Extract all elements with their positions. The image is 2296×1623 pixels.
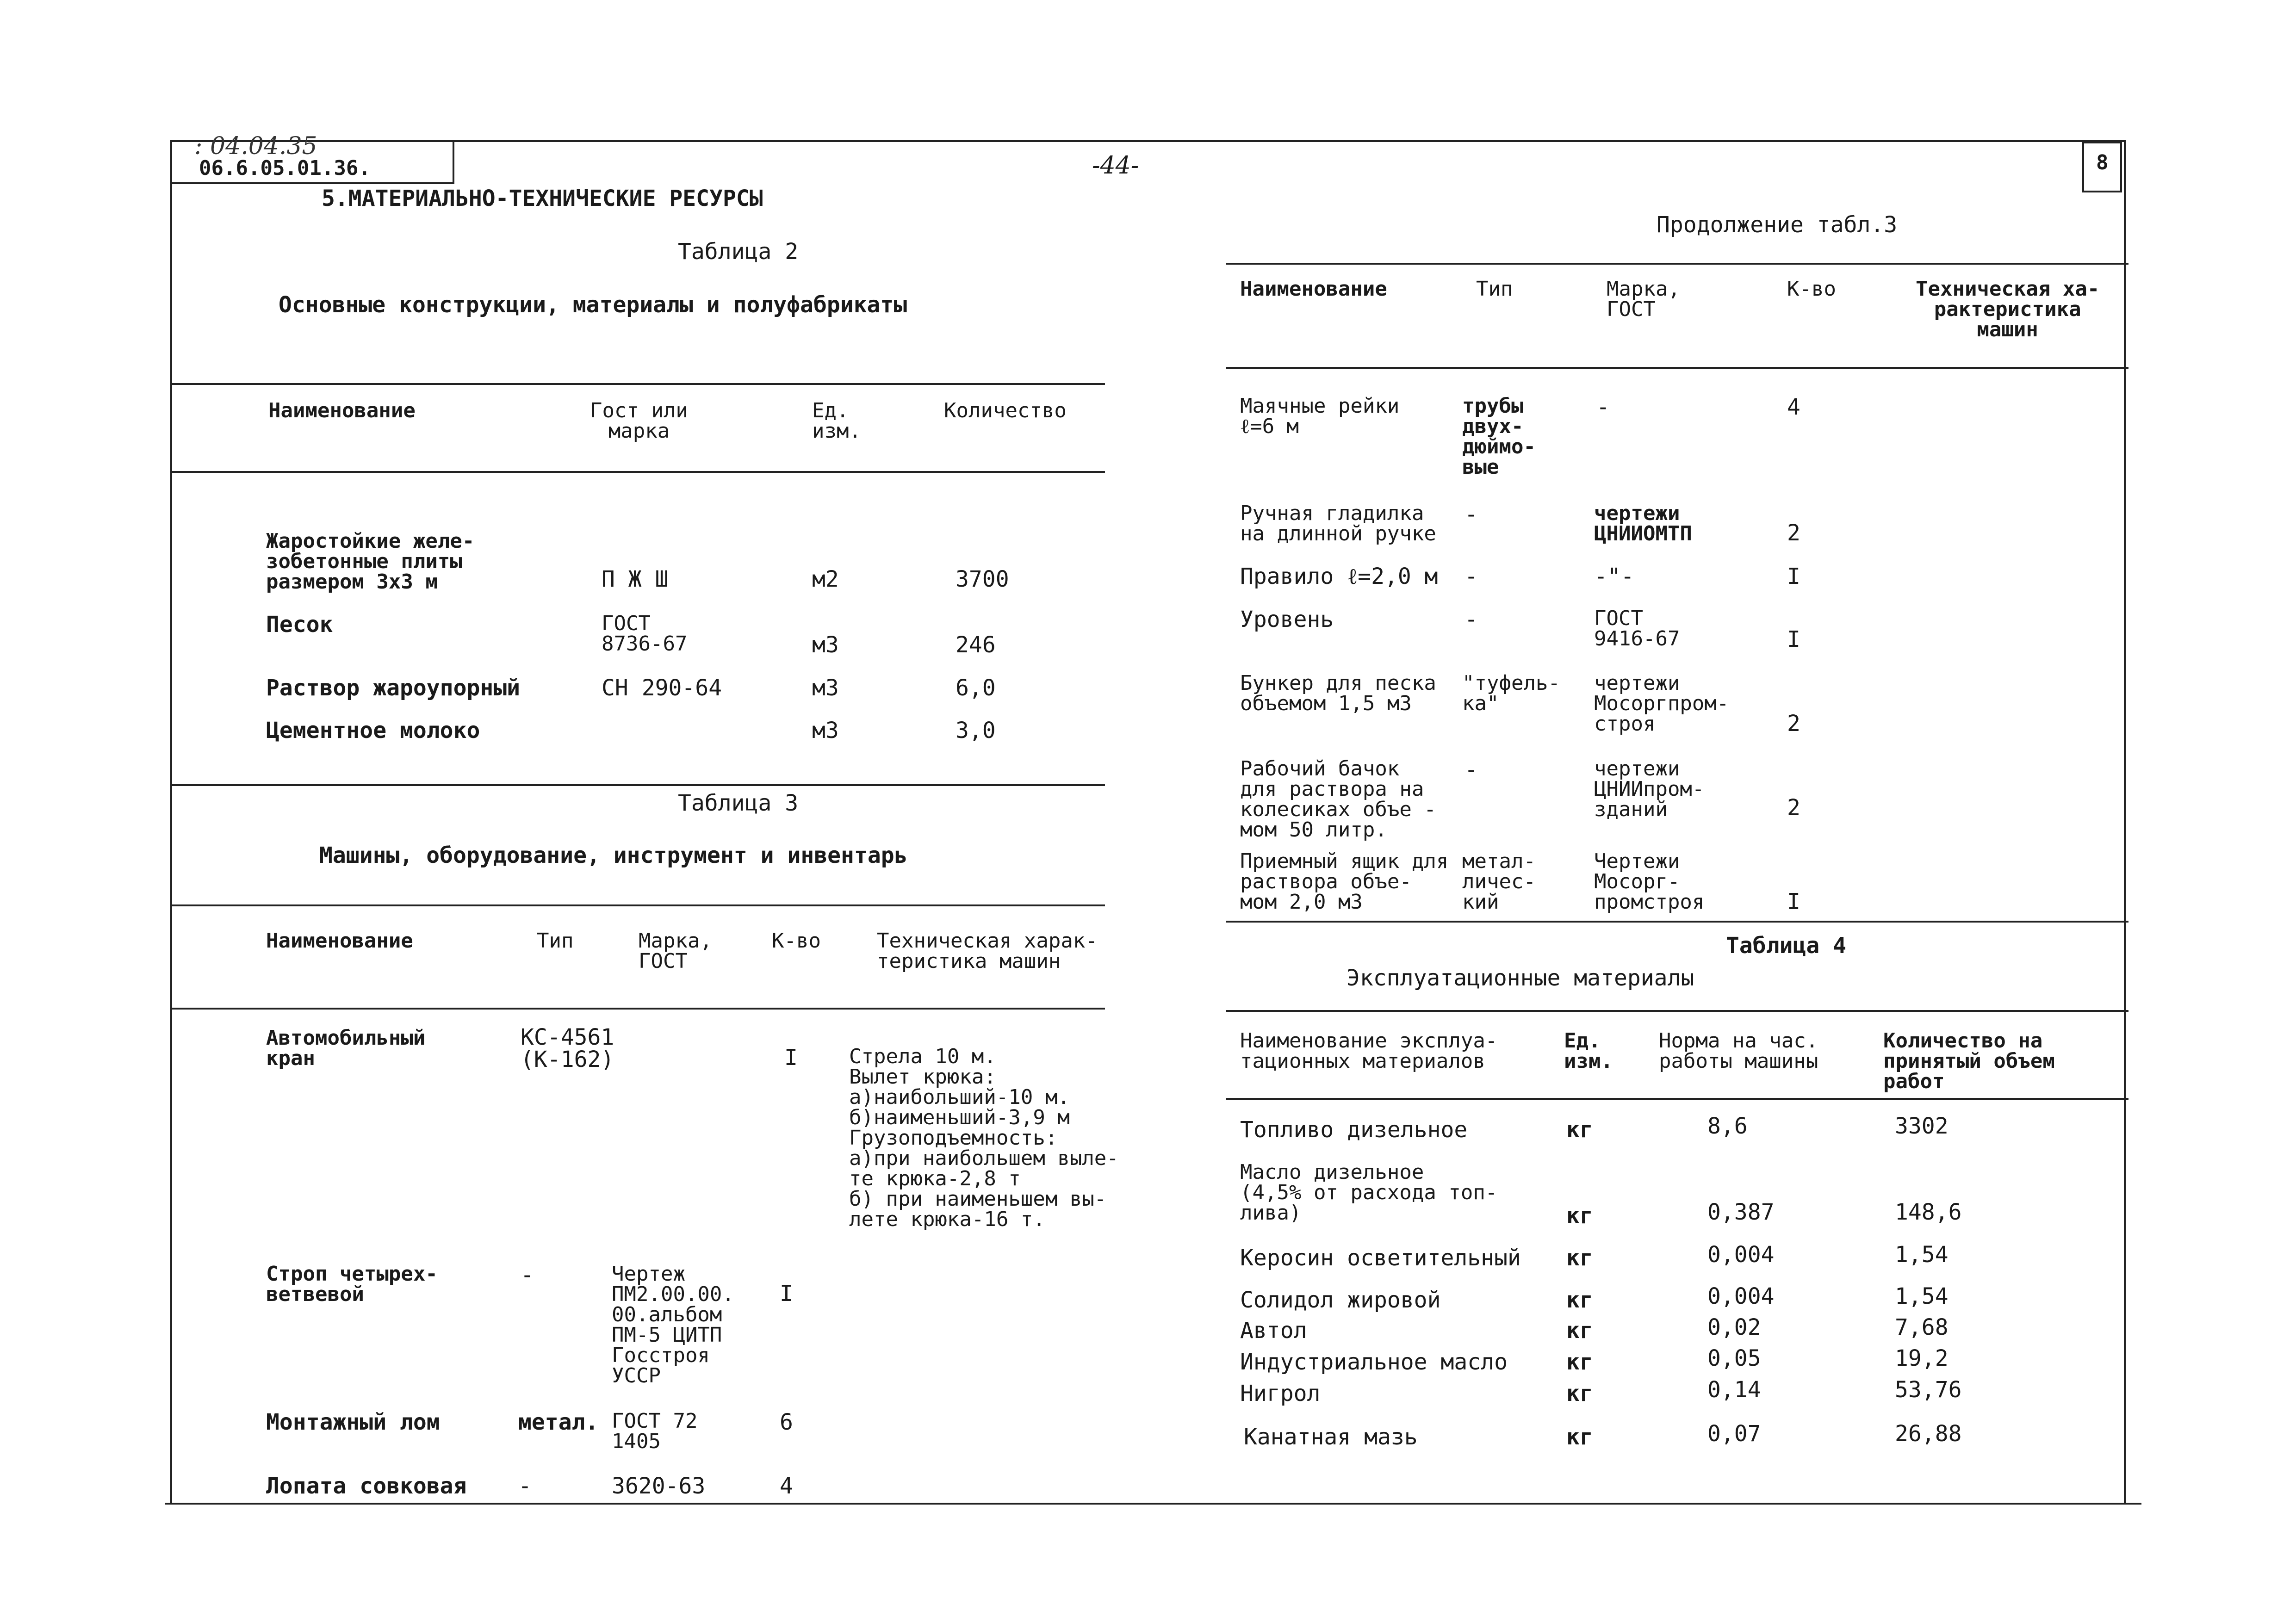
table3-row-type: метал. [518,1409,599,1435]
table3-cont-row-name: Правило ℓ=2,0 м [1240,564,1438,589]
table3-row-brand: 3620-63 [612,1473,706,1499]
table3-row-name: Автомобильный кран [266,1026,426,1070]
table3-cont-row-name: Приемный ящик для раствора объе- мом 2,0 м3 [1240,849,1449,914]
table2-row-unit: м2 [812,566,839,592]
table4-row-norm: 0,02 [1707,1314,1761,1340]
table4-rule-top [1226,1010,2128,1012]
table3-cont-row-qty: 2 [1787,520,1800,546]
table3-header-qty: К-во [772,929,821,953]
table3-cont-row-qty: 2 [1787,795,1800,821]
table4-row-name: Индустриальное масло [1240,1349,1508,1375]
table3-caption: Машины, оборудование, инструмент и инвентарь [319,842,908,868]
table3-cont-rule-bottom [1226,921,2128,923]
table4-row-qty: 26,88 [1895,1421,1962,1447]
table4-header-norm: Норма на час. работы машины [1659,1029,1818,1073]
table4-row-norm: 8,6 [1707,1113,1748,1139]
table4-label: Таблица 4 [1726,933,1847,959]
frame-bottom-line [165,1503,2141,1505]
table4-row-norm: 0,004 [1707,1242,1775,1268]
table3-cont-row-brand: -"- [1594,564,1634,589]
table3-cont-header-type: Тип [1476,277,1513,301]
table4-row-qty: 19,2 [1895,1345,1948,1371]
table4-row-norm: 0,05 [1707,1345,1761,1371]
table4-row-norm: 0,004 [1707,1283,1775,1309]
table4-row-norm: 0,14 [1707,1377,1761,1403]
table3-row-spec: Стрела 10 м. Вылет крюка: а)наибольший-10 м. б)наименьший-3,9 м Грузоподъемность: а)при наибольшем выле- те крюка-2,8 т б) при наименьшем вы- лете крюка-16 т. [849,1045,1119,1231]
table4-header-name: Наименование эксплуа- тационных материалов [1240,1029,1498,1073]
table3-cont-row-name: Маячные рейки ℓ=6 м [1240,394,1400,438]
table3-header-type: Тип [537,929,574,953]
section-title: 5.МАТЕРИАЛЬНО-ТЕХНИЧЕСКИЕ РЕСУРСЫ [322,186,763,211]
table3-header-name: Наименование [266,929,413,953]
table3-cont-rule-header [1226,367,2128,369]
table2-row-gost: П Ж Ш [602,566,669,592]
table3-cont-header-qty: К-во [1787,277,1836,301]
table3-cont-row-qty: I [1787,626,1800,652]
table3-cont-rule-top [1226,263,2128,265]
table3-cont-label: Продолжение табл.3 [1657,212,1898,238]
table4-row-unit: кг [1566,1287,1593,1313]
table3-cont-row-brand: чертежи Мосоргпром- строя [1594,671,1729,736]
table4-rule-header [1226,1098,2128,1100]
table3-cont-row-name: Ручная гладилка на длинной ручке [1240,502,1436,545]
table2-header-unit: Ед. изм. [812,399,861,443]
table2-row-name: Жаростойкие желе- зобетонные плиты размером 3х3 м [266,529,475,594]
table3-cont-header-name: Наименование [1240,277,1387,301]
table4-row-unit: кг [1566,1424,1593,1450]
table2-row-unit: м3 [812,632,839,658]
header-code-box-bottom [170,182,453,184]
table2-rule-bottom [170,784,1105,786]
table4-row-qty: 53,76 [1895,1377,1962,1403]
table3-cont-row-type: метал- личес- кий [1462,849,1536,914]
table4-header-unit: Ед. изм. [1564,1029,1613,1073]
table4-caption: Эксплуатационные материалы [1347,965,1694,991]
table4-row-qty: 1,54 [1895,1242,1948,1268]
table3-row-name: Строп четырех- ветвевой [266,1262,438,1306]
header-code-typed: 06.6.05.01.36. [199,156,371,180]
table4-row-unit: кг [1566,1381,1593,1406]
table4-row-qty: 7,68 [1895,1314,1948,1340]
table3-row-qty: I [780,1281,793,1307]
frame-right-line [2124,140,2126,1503]
table4-row-unit: кг [1566,1203,1593,1229]
table3-row-brand: ГОСТ 72 1405 [612,1409,698,1453]
page-number: -44- [1092,152,1139,180]
table3-cont-row-name: Бункер для песка объемом 1,5 м3 [1240,671,1436,715]
table4-row-name: Топливо дизельное [1240,1117,1468,1143]
table3-cont-row-brand: - [1596,394,1610,420]
table4-row-name: Канатная мазь [1244,1424,1418,1450]
table2-row-qty: 6,0 [956,675,996,701]
table4-row-qty: 3302 [1895,1113,1948,1139]
table3-cont-row-type: - [1464,502,1478,527]
table2-header-gost: Гост или марка [590,399,688,443]
table4-row-unit: кг [1566,1349,1593,1375]
table4-row-qty: 1,54 [1895,1283,1948,1309]
table4-row-unit: кг [1566,1318,1593,1344]
table3-cont-row-brand: чертежи ЦНИИОМТП [1594,502,1692,545]
table3-cont-row-qty: 2 [1787,711,1800,737]
table3-cont-header-brand: Марка, ГОСТ [1607,277,1680,321]
table3-row-name: Лопата совковая [266,1473,467,1499]
frame-left-line [170,140,172,1503]
table4-row-unit: кг [1566,1117,1593,1143]
table4-row-name: Солидол жировой [1240,1287,1441,1313]
table3-rule-header [170,1008,1105,1010]
table2-row-name: Цементное молоко [266,718,480,743]
table3-row-name: Монтажный лом [266,1409,440,1435]
table2-row-gost: СН 290-64 [602,675,722,701]
table3-row-qty: 6 [780,1409,793,1435]
table2-caption: Основные конструкции, материалы и полуфабрикаты [279,292,907,318]
table3-cont-row-type: "туфель- ка" [1462,671,1560,715]
table2-row-name: Песок [266,612,333,638]
table4-row-name: Керосин осветительный [1240,1245,1521,1271]
table3-cont-row-type: - [1464,757,1478,783]
table4-header-qty: Количество на принятый объем работ [1883,1029,2055,1093]
table3-cont-row-type: трубы двух- дюймо- вые [1462,394,1536,479]
table2-row-unit: м3 [812,675,839,701]
table3-row-type: - [521,1262,534,1288]
table4-row-qty: 148,6 [1895,1199,1962,1225]
table3-cont-row-type: - [1464,564,1478,589]
table4-row-norm: 0,07 [1707,1421,1761,1447]
table3-cont-row-qty: I [1787,889,1800,915]
table3-cont-header-spec: Техническая ха- рактеристика машин [1916,277,2100,341]
table4-row-name: Автол [1240,1318,1307,1344]
table2-row-name: Раствор жароупорный [266,675,521,701]
table3-header-spec: Техническая харак- теристика машин [877,929,1098,973]
table3-row-type: КС-4561 (К-162) [521,1024,614,1072]
frame-top-line [170,140,2124,142]
table2-row-qty: 3,0 [956,718,996,743]
table2-row-unit: м3 [812,718,839,743]
table3-row-brand: Чертеж ПМ2.00.00. 00.альбом ПМ-5 ЦИТП Госстроя УССР [612,1262,734,1388]
table3-header-brand: Марка, ГОСТ [639,929,712,973]
table3-cont-row-name: Рабочий бачок для раствора на колесиках объе - мом 50 литр. [1240,757,1436,842]
table2-header-name: Наименование [268,399,416,422]
table3-row-qty: I [784,1045,798,1071]
sheet-badge-number: 8 [2096,151,2109,174]
table3-cont-row-brand: чертежи ЦНИИпром- зданий [1594,757,1705,821]
header-code-box-right [453,140,454,184]
table3-row-type: - [518,1473,532,1499]
table2-row-qty: 3700 [956,566,1009,592]
table2-label: Таблица 2 [678,239,799,265]
table3-label: Таблица 3 [678,790,799,816]
table3-cont-row-brand: Чертежи Мосорг- промстроя [1594,849,1705,914]
table2-row-qty: 246 [956,632,996,658]
header-code-handwritten: : 04.04.35 [194,132,317,160]
table4-row-norm: 0,387 [1707,1199,1775,1225]
table2-header-qty: Количество [944,399,1067,422]
table2-row-gost: ГОСТ 8736-67 [602,612,688,656]
table4-row-unit: кг [1566,1245,1593,1271]
table3-cont-row-name: Уровень [1240,607,1334,632]
table3-cont-row-qty: I [1787,564,1800,589]
table2-rule-header [170,471,1105,473]
table3-cont-row-brand: ГОСТ 9416-67 [1594,607,1680,650]
table3-cont-row-type: - [1464,607,1478,632]
table4-row-name: Масло дизельное (4,5% от расхода топ- лива) [1240,1160,1498,1225]
table3-cont-row-qty: 4 [1787,394,1800,420]
table4-row-name: Нигрол [1240,1381,1321,1406]
table2-rule-top [170,383,1105,385]
table3-rule-top [170,904,1105,906]
table3-row-qty: 4 [780,1473,793,1499]
